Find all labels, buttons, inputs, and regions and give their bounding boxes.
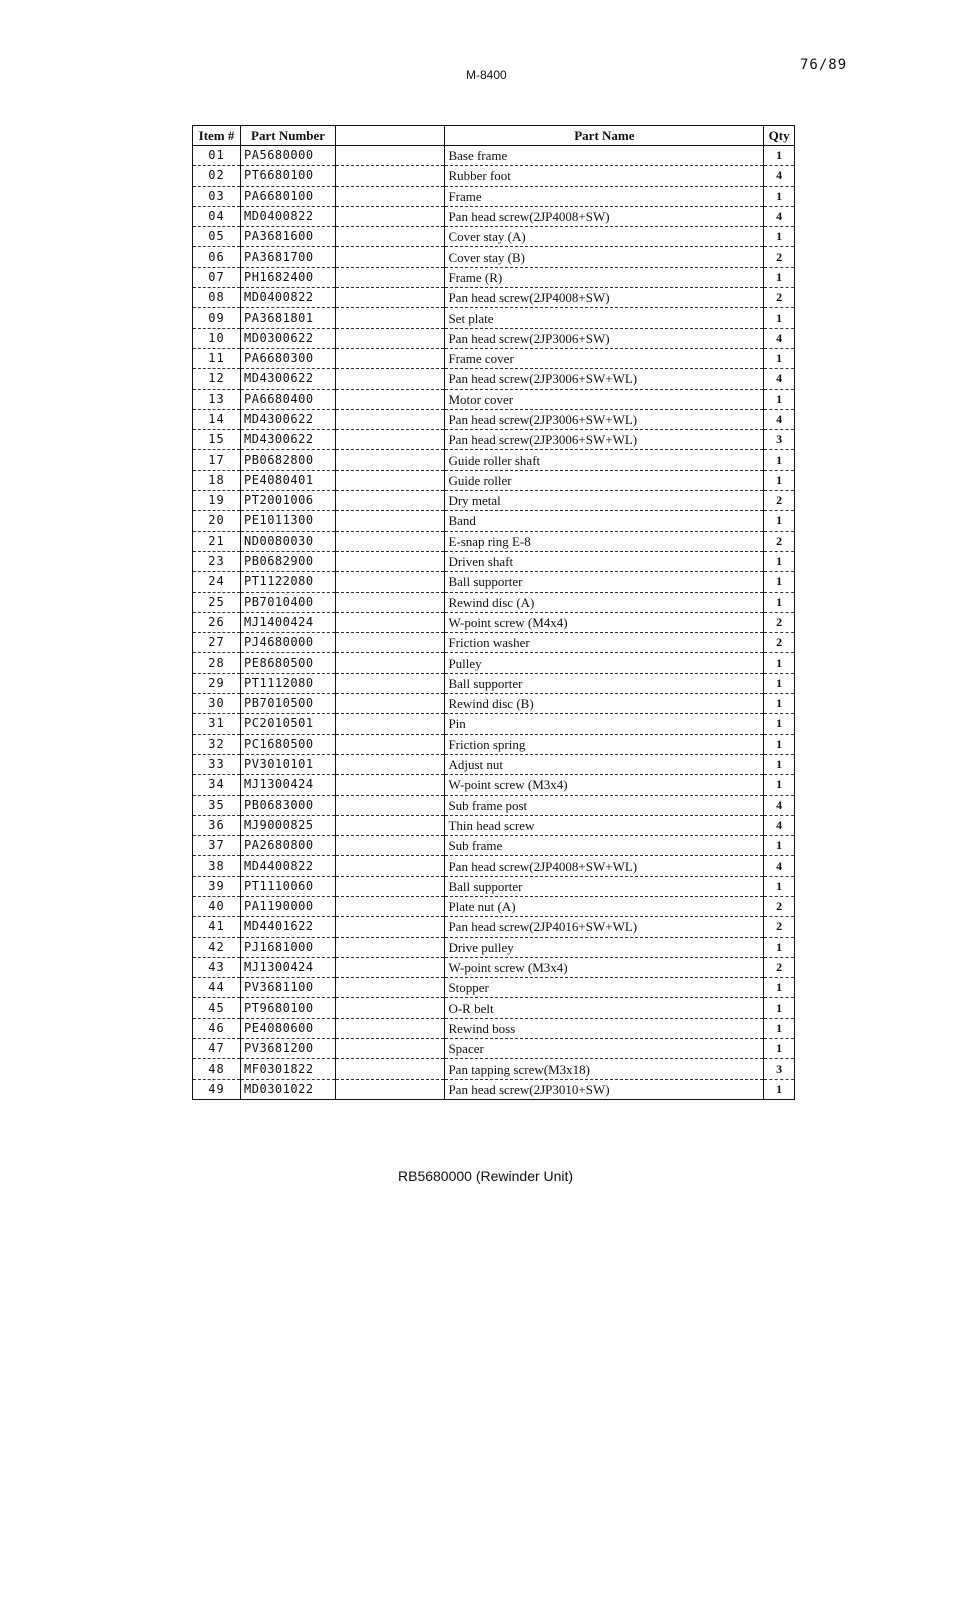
item-cell: 03 [193, 186, 241, 206]
qty-cell: 1 [764, 470, 795, 490]
part-number-cell: PB7010400 [241, 592, 336, 612]
table-row [193, 673, 795, 693]
item-cell: 23 [193, 551, 241, 571]
blank-cell [336, 612, 445, 632]
blank-cell [336, 348, 445, 368]
qty-cell: 2 [764, 917, 795, 937]
part-name-cell: Sub frame [445, 836, 764, 856]
table-row [193, 836, 795, 856]
part-number-cell: PA6680400 [241, 389, 336, 409]
part-name-cell: E-snap ring E-8 [445, 531, 764, 551]
model-title: M-8400 [466, 68, 507, 82]
part-number-cell: PA6680300 [241, 348, 336, 368]
part-name-cell: Cover stay (A) [445, 227, 764, 247]
item-cell: 10 [193, 328, 241, 348]
part-name-cell: Stopper [445, 978, 764, 998]
table-row [193, 267, 795, 287]
qty-cell: 1 [764, 694, 795, 714]
blank-cell [336, 1059, 445, 1079]
page-number: 76/89 [800, 57, 848, 73]
part-name-cell: Thin head screw [445, 815, 764, 835]
part-number-cell: PV3681100 [241, 978, 336, 998]
part-number-cell: PA3681801 [241, 308, 336, 328]
table-row [193, 146, 795, 166]
header-item: Item # [193, 126, 241, 146]
part-name-cell: Dry metal [445, 491, 764, 511]
part-number-cell: PE8680500 [241, 653, 336, 673]
blank-cell [336, 694, 445, 714]
table-row [193, 1018, 795, 1038]
blank-cell [336, 288, 445, 308]
item-cell: 07 [193, 267, 241, 287]
part-number-cell: PB0683000 [241, 795, 336, 815]
blank-cell [336, 795, 445, 815]
blank-cell [336, 267, 445, 287]
table-row [193, 896, 795, 916]
blank-cell [336, 775, 445, 795]
table-row [193, 288, 795, 308]
part-name-cell: Pan head screw(2JP3006+SW+WL) [445, 369, 764, 389]
table-row [193, 1059, 795, 1079]
part-number-cell: MF0301822 [241, 1059, 336, 1079]
part-name-cell: Pan head screw(2JP3006+SW+WL) [445, 409, 764, 429]
part-name-cell: Pan head screw(2JP4008+SW+WL) [445, 856, 764, 876]
header-part-number: Part Number [241, 126, 336, 146]
table-row [193, 369, 795, 389]
table-row [193, 653, 795, 673]
table-row [193, 1079, 795, 1099]
item-cell: 47 [193, 1039, 241, 1059]
part-name-cell: Guide roller [445, 470, 764, 490]
blank-cell [336, 186, 445, 206]
blank-cell [336, 978, 445, 998]
item-cell: 38 [193, 856, 241, 876]
qty-cell: 4 [764, 328, 795, 348]
qty-cell: 2 [764, 957, 795, 977]
part-name-cell: Pan head screw(2JP3006+SW+WL) [445, 430, 764, 450]
qty-cell: 1 [764, 551, 795, 571]
part-number-cell: PA3681600 [241, 227, 336, 247]
table-row [193, 978, 795, 998]
part-name-cell: Base frame [445, 146, 764, 166]
item-cell: 18 [193, 470, 241, 490]
table-row [193, 389, 795, 409]
blank-cell [336, 369, 445, 389]
part-name-cell: W-point screw (M3x4) [445, 957, 764, 977]
part-name-cell: Friction spring [445, 734, 764, 754]
part-name-cell: Pan tapping screw(M3x18) [445, 1059, 764, 1079]
part-number-cell: PV3010101 [241, 754, 336, 774]
part-name-cell: Sub frame post [445, 795, 764, 815]
part-name-cell: Guide roller shaft [445, 450, 764, 470]
parts-table [192, 125, 795, 1100]
part-name-cell: Ball supporter [445, 673, 764, 693]
blank-cell [336, 856, 445, 876]
part-number-cell: PJ1681000 [241, 937, 336, 957]
table-row [193, 348, 795, 368]
part-name-cell: Band [445, 511, 764, 531]
item-cell: 36 [193, 815, 241, 835]
item-cell: 02 [193, 166, 241, 186]
qty-cell: 1 [764, 937, 795, 957]
table-row [193, 937, 795, 957]
table-row [193, 186, 795, 206]
qty-cell: 1 [764, 1079, 795, 1099]
qty-cell: 4 [764, 409, 795, 429]
table-row [193, 227, 795, 247]
part-name-cell: Driven shaft [445, 551, 764, 571]
blank-cell [336, 247, 445, 267]
part-name-cell: Friction washer [445, 633, 764, 653]
item-cell: 31 [193, 714, 241, 734]
qty-cell: 1 [764, 186, 795, 206]
qty-cell: 1 [764, 836, 795, 856]
table-row [193, 491, 795, 511]
part-name-cell: Rubber foot [445, 166, 764, 186]
part-name-cell: Cover stay (B) [445, 247, 764, 267]
part-number-cell: PH1682400 [241, 267, 336, 287]
table-header-row [193, 126, 795, 146]
table-row [193, 633, 795, 653]
part-number-cell: PT1122080 [241, 572, 336, 592]
blank-cell [336, 714, 445, 734]
blank-cell [336, 227, 445, 247]
item-cell: 48 [193, 1059, 241, 1079]
blank-cell [336, 491, 445, 511]
blank-cell [336, 166, 445, 186]
table-row [193, 734, 795, 754]
table-row [193, 694, 795, 714]
part-number-cell: PV3681200 [241, 1039, 336, 1059]
qty-cell: 1 [764, 754, 795, 774]
qty-cell: 4 [764, 166, 795, 186]
table-row [193, 470, 795, 490]
part-number-cell: MD0300622 [241, 328, 336, 348]
item-cell: 34 [193, 775, 241, 795]
item-cell: 21 [193, 531, 241, 551]
blank-cell [336, 470, 445, 490]
item-cell: 43 [193, 957, 241, 977]
part-number-cell: PT2001006 [241, 491, 336, 511]
item-cell: 37 [193, 836, 241, 856]
item-cell: 32 [193, 734, 241, 754]
table-row [193, 430, 795, 450]
qty-cell: 2 [764, 288, 795, 308]
qty-cell: 2 [764, 247, 795, 267]
qty-cell: 1 [764, 714, 795, 734]
part-name-cell: Drive pulley [445, 937, 764, 957]
blank-cell [336, 957, 445, 977]
blank-cell [336, 734, 445, 754]
qty-cell: 4 [764, 795, 795, 815]
table-row [193, 795, 795, 815]
table-row [193, 917, 795, 937]
blank-cell [336, 896, 445, 916]
part-number-cell: PT6680100 [241, 166, 336, 186]
item-cell: 27 [193, 633, 241, 653]
part-number-cell: MJ1300424 [241, 775, 336, 795]
part-number-cell: PC1680500 [241, 734, 336, 754]
item-cell: 06 [193, 247, 241, 267]
item-cell: 39 [193, 876, 241, 896]
blank-cell [336, 673, 445, 693]
unit-caption: RB5680000 (Rewinder Unit) [398, 1168, 574, 1184]
qty-cell: 2 [764, 612, 795, 632]
qty-cell: 1 [764, 308, 795, 328]
qty-cell: 1 [764, 348, 795, 368]
blank-cell [336, 998, 445, 1018]
table-row [193, 450, 795, 470]
table-row [193, 815, 795, 835]
table-row [193, 856, 795, 876]
part-number-cell: MD4400822 [241, 856, 336, 876]
part-name-cell: Pan head screw(2JP4008+SW) [445, 288, 764, 308]
item-cell: 49 [193, 1079, 241, 1099]
qty-cell: 2 [764, 491, 795, 511]
part-number-cell: MD0301022 [241, 1079, 336, 1099]
table-row [193, 592, 795, 612]
qty-cell: 1 [764, 592, 795, 612]
qty-cell: 1 [764, 673, 795, 693]
blank-cell [336, 551, 445, 571]
table-row [193, 754, 795, 774]
blank-cell [336, 917, 445, 937]
item-cell: 05 [193, 227, 241, 247]
part-number-cell: PB0682800 [241, 450, 336, 470]
part-number-cell: ND0080030 [241, 531, 336, 551]
part-name-cell: Pan head screw(2JP3010+SW) [445, 1079, 764, 1099]
part-name-cell: Frame [445, 186, 764, 206]
part-number-cell: PJ4680000 [241, 633, 336, 653]
header-part-name: Part Name [445, 126, 764, 146]
qty-cell: 1 [764, 227, 795, 247]
blank-cell [336, 836, 445, 856]
header-qty: Qty [764, 126, 795, 146]
qty-cell: 1 [764, 511, 795, 531]
part-number-cell: PT9680100 [241, 998, 336, 1018]
part-name-cell: Frame cover [445, 348, 764, 368]
qty-cell: 3 [764, 1059, 795, 1079]
part-number-cell: MD4401622 [241, 917, 336, 937]
part-name-cell: Ball supporter [445, 572, 764, 592]
item-cell: 15 [193, 430, 241, 450]
blank-cell [336, 206, 445, 226]
blank-cell [336, 308, 445, 328]
blank-cell [336, 572, 445, 592]
part-number-cell: PE1011300 [241, 511, 336, 531]
table-row [193, 511, 795, 531]
blank-cell [336, 430, 445, 450]
part-number-cell: PA2680800 [241, 836, 336, 856]
blank-cell [336, 876, 445, 896]
item-cell: 08 [193, 288, 241, 308]
blank-cell [336, 815, 445, 835]
table-row [193, 531, 795, 551]
item-cell: 25 [193, 592, 241, 612]
qty-cell: 1 [764, 267, 795, 287]
part-number-cell: PB0682900 [241, 551, 336, 571]
blank-cell [336, 511, 445, 531]
blank-cell [336, 937, 445, 957]
part-number-cell: PA6680100 [241, 186, 336, 206]
part-number-cell: MJ9000825 [241, 815, 336, 835]
qty-cell: 2 [764, 633, 795, 653]
part-number-cell: PC2010501 [241, 714, 336, 734]
table-row [193, 572, 795, 592]
part-name-cell: Frame (R) [445, 267, 764, 287]
item-cell: 11 [193, 348, 241, 368]
blank-cell [336, 389, 445, 409]
table-row [193, 247, 795, 267]
item-cell: 40 [193, 896, 241, 916]
item-cell: 17 [193, 450, 241, 470]
item-cell: 04 [193, 206, 241, 226]
part-number-cell: PT1110060 [241, 876, 336, 896]
qty-cell: 4 [764, 369, 795, 389]
item-cell: 26 [193, 612, 241, 632]
item-cell: 28 [193, 653, 241, 673]
table-row [193, 775, 795, 795]
qty-cell: 1 [764, 998, 795, 1018]
part-name-cell: Plate nut (A) [445, 896, 764, 916]
part-number-cell: PE4080600 [241, 1018, 336, 1038]
part-name-cell: Ball supporter [445, 876, 764, 896]
table-row [193, 308, 795, 328]
item-cell: 41 [193, 917, 241, 937]
part-name-cell: W-point screw (M4x4) [445, 612, 764, 632]
qty-cell: 1 [764, 653, 795, 673]
item-cell: 20 [193, 511, 241, 531]
qty-cell: 2 [764, 531, 795, 551]
part-number-cell: PA5680000 [241, 146, 336, 166]
table-row [193, 166, 795, 186]
item-cell: 46 [193, 1018, 241, 1038]
blank-cell [336, 592, 445, 612]
part-name-cell: Spacer [445, 1039, 764, 1059]
qty-cell: 1 [764, 775, 795, 795]
blank-cell [336, 450, 445, 470]
table-row [193, 876, 795, 896]
part-number-cell: MD4300622 [241, 430, 336, 450]
table-row [193, 551, 795, 571]
item-cell: 33 [193, 754, 241, 774]
item-cell: 35 [193, 795, 241, 815]
blank-cell [336, 653, 445, 673]
part-number-cell: PB7010500 [241, 694, 336, 714]
part-name-cell: Motor cover [445, 389, 764, 409]
qty-cell: 1 [764, 1018, 795, 1038]
qty-cell: 1 [764, 876, 795, 896]
part-name-cell: Pan head screw(2JP3006+SW) [445, 328, 764, 348]
part-name-cell: W-point screw (M3x4) [445, 775, 764, 795]
part-number-cell: MD0400822 [241, 288, 336, 308]
qty-cell: 4 [764, 206, 795, 226]
part-number-cell: MJ1300424 [241, 957, 336, 977]
table-row [193, 998, 795, 1018]
table-row [193, 1039, 795, 1059]
qty-cell: 1 [764, 1039, 795, 1059]
qty-cell: 1 [764, 572, 795, 592]
item-cell: 45 [193, 998, 241, 1018]
part-name-cell: Rewind disc (A) [445, 592, 764, 612]
item-cell: 13 [193, 389, 241, 409]
qty-cell: 3 [764, 430, 795, 450]
table-row [193, 409, 795, 429]
blank-cell [336, 328, 445, 348]
qty-cell: 4 [764, 856, 795, 876]
item-cell: 19 [193, 491, 241, 511]
part-name-cell: Pan head screw(2JP4008+SW) [445, 206, 764, 226]
item-cell: 09 [193, 308, 241, 328]
part-name-cell: Rewind boss [445, 1018, 764, 1038]
blank-cell [336, 754, 445, 774]
part-name-cell: Set plate [445, 308, 764, 328]
table-row [193, 612, 795, 632]
part-number-cell: PT1112080 [241, 673, 336, 693]
part-number-cell: PE4080401 [241, 470, 336, 490]
item-cell: 24 [193, 572, 241, 592]
qty-cell: 4 [764, 815, 795, 835]
part-number-cell: MD0400822 [241, 206, 336, 226]
part-number-cell: MD4300622 [241, 409, 336, 429]
item-cell: 14 [193, 409, 241, 429]
blank-cell [336, 1018, 445, 1038]
part-name-cell: Pan head screw(2JP4016+SW+WL) [445, 917, 764, 937]
blank-cell [336, 1039, 445, 1059]
part-name-cell: Pin [445, 714, 764, 734]
qty-cell: 1 [764, 734, 795, 754]
blank-cell [336, 633, 445, 653]
table-row [193, 206, 795, 226]
part-name-cell: O-R belt [445, 998, 764, 1018]
part-name-cell: Pulley [445, 653, 764, 673]
table-row [193, 328, 795, 348]
part-number-cell: MJ1400424 [241, 612, 336, 632]
qty-cell: 1 [764, 146, 795, 166]
part-number-cell: PA1190000 [241, 896, 336, 916]
parts-table-body [193, 146, 795, 1100]
qty-cell: 1 [764, 978, 795, 998]
item-cell: 01 [193, 146, 241, 166]
blank-cell [336, 531, 445, 551]
blank-cell [336, 409, 445, 429]
item-cell: 30 [193, 694, 241, 714]
table-row [193, 957, 795, 977]
part-number-cell: PA3681700 [241, 247, 336, 267]
part-number-cell: MD4300622 [241, 369, 336, 389]
blank-cell [336, 146, 445, 166]
header-blank [336, 126, 445, 146]
item-cell: 42 [193, 937, 241, 957]
qty-cell: 2 [764, 896, 795, 916]
table-row [193, 714, 795, 734]
blank-cell [336, 1079, 445, 1099]
item-cell: 12 [193, 369, 241, 389]
qty-cell: 1 [764, 450, 795, 470]
item-cell: 29 [193, 673, 241, 693]
part-name-cell: Rewind disc (B) [445, 694, 764, 714]
qty-cell: 1 [764, 389, 795, 409]
item-cell: 44 [193, 978, 241, 998]
part-name-cell: Adjust nut [445, 754, 764, 774]
